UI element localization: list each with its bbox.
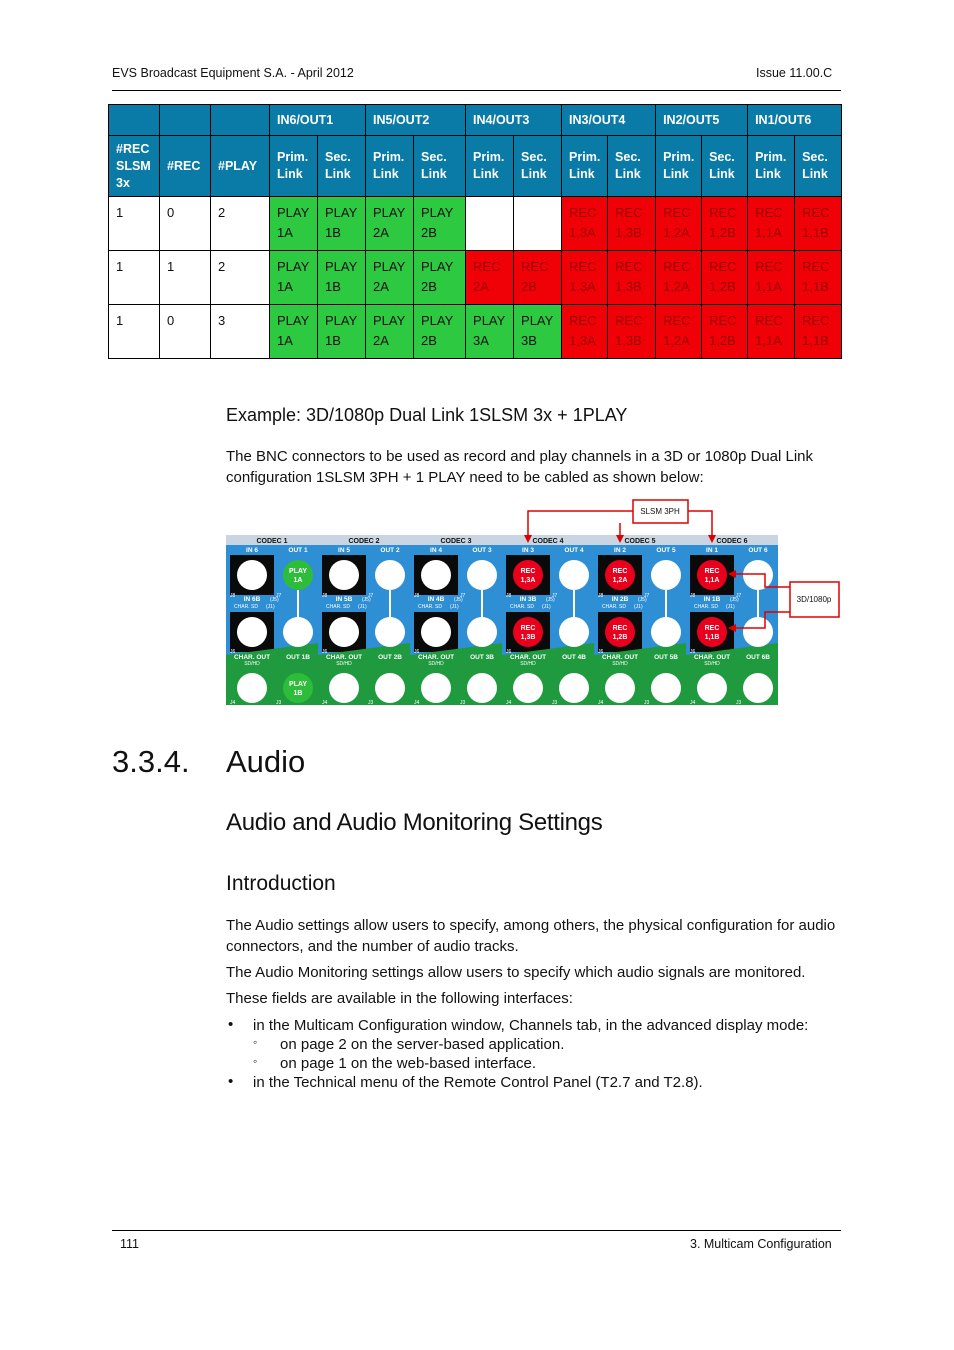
bnc-connector xyxy=(329,560,359,590)
port-label-in: IN 3 xyxy=(522,547,534,554)
bnc-connector xyxy=(237,560,267,590)
port-note: (J1) xyxy=(450,604,459,610)
port-note: (J1) xyxy=(634,604,643,610)
group-header-row xyxy=(109,105,842,136)
header-left: EVS Broadcast Equipment S.A. - April 2012 xyxy=(112,66,354,80)
port-label-in-b: IN 6B xyxy=(243,596,261,603)
table-row xyxy=(109,197,842,251)
connector-label: REC xyxy=(520,625,536,632)
play-cell: PLAY 1A xyxy=(270,197,318,251)
j-label: J8 xyxy=(690,593,696,599)
codec-label: CODEC 2 xyxy=(348,538,380,545)
port-note: CHAR. SD xyxy=(694,604,718,610)
j-label: J8 xyxy=(322,593,328,599)
codec-label: CODEC 3 xyxy=(440,538,472,545)
port-label-out: OUT 3 xyxy=(472,547,492,554)
bnc-connector xyxy=(467,560,497,590)
play-cell: PLAY 2B xyxy=(414,251,466,305)
port-note: CHAR. SD xyxy=(234,604,258,610)
bnc-connector xyxy=(467,617,497,647)
bullet-icon: • xyxy=(228,1073,234,1090)
j-label: J4 xyxy=(598,700,604,706)
link-header: Sec. Link xyxy=(414,136,466,197)
bnc-connector xyxy=(559,560,589,590)
group-header: IN6/OUT1 xyxy=(270,105,366,136)
port-note: SD/HD xyxy=(704,661,720,667)
port-label-out: OUT 5 xyxy=(656,547,676,554)
bnc-connector xyxy=(375,617,405,647)
bnc-connector xyxy=(743,560,773,590)
group-header: IN1/OUT6 xyxy=(748,105,842,136)
connector-highlight xyxy=(605,560,635,590)
connector-highlight xyxy=(513,560,543,590)
connector-label: PLAY xyxy=(288,568,308,575)
rec-cell: REC 1,3B xyxy=(608,197,656,251)
rec-cell: REC 1,2A xyxy=(656,251,702,305)
count-cell: 2 xyxy=(211,197,270,251)
rec-cell: REC 1,1A xyxy=(748,197,795,251)
bnc-connector xyxy=(651,560,681,590)
port-label-char-out: CHAR. OUT xyxy=(417,654,455,661)
connector-label: 1A xyxy=(293,577,303,584)
port-label-in: IN 6 xyxy=(246,547,258,554)
port-label-in: IN 2 xyxy=(614,547,626,554)
connector-highlight xyxy=(513,617,543,647)
empty-cell xyxy=(466,197,514,251)
port-label-in-b: IN 1B xyxy=(703,596,721,603)
link-header: Prim. Link xyxy=(270,136,318,197)
bnc-connector xyxy=(559,617,589,647)
rec-cell: REC 2B xyxy=(514,251,562,305)
link-header: Sec. Link xyxy=(514,136,562,197)
j-label: J3 xyxy=(276,700,282,706)
bnc-connector xyxy=(467,673,497,703)
group-header: IN5/OUT2 xyxy=(366,105,466,136)
bullet-icon: • xyxy=(228,1016,234,1033)
sub-bullet-icon: ◦ xyxy=(253,1054,258,1068)
j-label: J7 xyxy=(644,593,650,599)
rec-cell: REC 1,1B xyxy=(795,197,842,251)
table-row xyxy=(109,305,842,359)
j-label: J3 xyxy=(460,700,466,706)
example-text: The BNC connectors to be used as record and play channels in a 3D or 1080p Dual Link configuration 1SLSM 3PH + 1 PLAY need to be cabled as shown below: xyxy=(226,448,814,486)
j-label: J8 xyxy=(598,593,604,599)
codec-label: CODEC 5 xyxy=(624,538,656,545)
j-label: J7 xyxy=(460,593,466,599)
j-label: J6 xyxy=(322,649,328,655)
header-rule xyxy=(112,90,841,91)
connector-highlight xyxy=(283,560,313,590)
col-header-rec: #REC xyxy=(160,136,211,197)
column-header-row xyxy=(109,136,842,197)
connector-label: 1,3A xyxy=(520,577,536,584)
play-cell: PLAY 1A xyxy=(270,305,318,359)
connector-highlight xyxy=(283,673,313,703)
section-number: 3.3.4. xyxy=(112,744,190,779)
port-label-out: OUT 6 xyxy=(748,547,768,554)
j-label: J4 xyxy=(322,700,328,706)
rec-cell: REC 1,2B xyxy=(702,251,748,305)
j-label: J6 xyxy=(414,649,420,655)
port-note: SD/HD xyxy=(428,661,444,667)
port-note: CHAR. SD xyxy=(326,604,350,610)
link-header: Prim. Link xyxy=(562,136,608,197)
callout-label: SLSM 3PH xyxy=(640,507,680,516)
connector-label: 1,2B xyxy=(612,634,628,641)
bnc-connector xyxy=(329,673,359,703)
play-cell: PLAY 2B xyxy=(414,197,466,251)
count-cell: 0 xyxy=(160,305,211,359)
j-label: J3 xyxy=(552,700,558,706)
port-note: CHAR. SD xyxy=(418,604,442,610)
link-header: Sec. Link xyxy=(318,136,366,197)
connector-highlight xyxy=(605,617,635,647)
codec-label: CODEC 1 xyxy=(256,538,288,545)
link-header: Sec. Link xyxy=(702,136,748,197)
play-cell: PLAY 1B xyxy=(318,251,366,305)
count-cell: 1 xyxy=(109,197,160,251)
rec-cell: REC 1,2B xyxy=(702,197,748,251)
port-label-in-b: IN 2B xyxy=(611,596,629,603)
port-label-in-b: IN 5B xyxy=(335,596,353,603)
paragraph-monitoring: The Audio Monitoring settings allow users to specify which audio signals are monitored. xyxy=(226,964,806,981)
rec-cell: REC 1,1A xyxy=(748,305,795,359)
bnc-connector xyxy=(743,673,773,703)
link-header: Prim. Link xyxy=(466,136,514,197)
bnc-connector xyxy=(743,617,773,647)
j-label: J3 xyxy=(644,700,650,706)
port-note: (J1) xyxy=(266,604,275,610)
rec-cell: REC 1,3A xyxy=(562,251,608,305)
play-cell: PLAY 1B xyxy=(318,197,366,251)
count-cell: 3 xyxy=(211,305,270,359)
rec-cell: REC 1,1B xyxy=(795,305,842,359)
j-label: J4 xyxy=(230,700,236,706)
sub-bullet-icon: ◦ xyxy=(253,1035,258,1049)
j-label: J6 xyxy=(690,649,696,655)
bnc-connector xyxy=(329,617,359,647)
port-label-out-b: OUT 4B xyxy=(562,654,586,661)
footer-chapter: 3. Multicam Configuration xyxy=(690,1237,832,1251)
connector-highlight xyxy=(697,617,727,647)
j-label: J7 xyxy=(276,593,282,599)
play-cell: PLAY 1A xyxy=(270,251,318,305)
link-header: Prim. Link xyxy=(656,136,702,197)
bnc-connector xyxy=(651,617,681,647)
j-label: J3 xyxy=(368,700,374,706)
j-label: J8 xyxy=(414,593,420,599)
bnc-connector xyxy=(237,617,267,647)
play-cell: PLAY 2A xyxy=(366,251,414,305)
introduction-title: Introduction xyxy=(226,872,336,895)
rec-cell: REC 1,2A xyxy=(656,197,702,251)
play-cell: PLAY 1B xyxy=(318,305,366,359)
callout-arrow xyxy=(528,511,633,539)
example-heading: Example: 3D/1080p Dual Link 1SLSM 3x + 1PLAY xyxy=(226,405,628,425)
bnc-connector-diagram xyxy=(220,495,845,710)
play-cell: PLAY 2A xyxy=(366,305,414,359)
j-label: J7 xyxy=(368,593,374,599)
list-item: in the Multicam Configuration window, Channels tab, in the advanced display mode: xyxy=(253,1017,809,1034)
port-note: (J1) xyxy=(726,604,735,610)
link-header: Prim. Link xyxy=(366,136,414,197)
paragraph-interfaces: These fields are available in the following interfaces: xyxy=(226,990,573,1007)
rec-cell: REC 2A xyxy=(466,251,514,305)
port-note: (J5) xyxy=(454,597,463,603)
j-label: J3 xyxy=(736,700,742,706)
port-label-out-b: OUT 2B xyxy=(378,654,402,661)
port-label-out-b: OUT 3B xyxy=(470,654,494,661)
connector-highlight xyxy=(697,560,727,590)
connector-label: 1,1B xyxy=(704,634,720,641)
codec-label: CODEC 6 xyxy=(716,538,748,545)
count-cell: 0 xyxy=(160,197,211,251)
connector-label: REC xyxy=(704,568,720,575)
codec-label: CODEC 4 xyxy=(532,538,564,545)
port-note: CHAR. SD xyxy=(510,604,534,610)
connector-label: REC xyxy=(704,625,720,632)
rec-cell: REC 1,2B xyxy=(702,305,748,359)
port-note: (J1) xyxy=(542,604,551,610)
port-label-char-out: CHAR. OUT xyxy=(509,654,547,661)
count-cell: 1 xyxy=(109,305,160,359)
j-label: J7 xyxy=(736,593,742,599)
play-cell: PLAY 3B xyxy=(514,305,562,359)
callout-label: 3D/1080p xyxy=(796,595,832,604)
callout-arrow xyxy=(688,511,712,539)
paragraph-audio-settings: The Audio settings allow users to specify, among others, the physical configuration for audio connectors, and the number of audio tracks. xyxy=(226,917,836,955)
port-label-char-out: CHAR. OUT xyxy=(693,654,731,661)
count-cell: 1 xyxy=(160,251,211,305)
bnc-connector xyxy=(375,673,405,703)
bnc-connector xyxy=(283,617,313,647)
count-cell: 1 xyxy=(109,251,160,305)
rec-cell: REC 1,1B xyxy=(795,251,842,305)
link-header: Sec. Link xyxy=(795,136,842,197)
j-label: J8 xyxy=(506,593,512,599)
port-note: (J5) xyxy=(638,597,647,603)
connector-label: PLAY xyxy=(288,681,308,688)
j-label: J6 xyxy=(230,649,236,655)
j-label: J7 xyxy=(552,593,558,599)
empty-cell xyxy=(514,197,562,251)
port-note: (J5) xyxy=(546,597,555,603)
page-number: 111 xyxy=(120,1237,140,1251)
port-note: (J5) xyxy=(730,597,739,603)
port-note: CHAR. SD xyxy=(602,604,626,610)
j-label: J4 xyxy=(414,700,420,706)
port-label-char-out: CHAR. OUT xyxy=(325,654,363,661)
link-header: Prim. Link xyxy=(748,136,795,197)
j-label: J6 xyxy=(506,649,512,655)
bnc-connector xyxy=(651,673,681,703)
bnc-connector xyxy=(421,673,451,703)
port-note: (J5) xyxy=(362,597,371,603)
rec-cell: REC 1,3A xyxy=(562,305,608,359)
connector-label: REC xyxy=(612,625,628,632)
j-label: J6 xyxy=(598,649,604,655)
port-note: SD/HD xyxy=(612,661,628,667)
j-label: J4 xyxy=(506,700,512,706)
count-cell: 2 xyxy=(211,251,270,305)
list-subitem: on page 2 on the server-based application. xyxy=(280,1036,565,1053)
port-label-in: IN 1 xyxy=(706,547,718,554)
port-label-in: IN 5 xyxy=(338,547,350,554)
port-label-out: OUT 4 xyxy=(564,547,584,554)
play-cell: PLAY 2B xyxy=(414,305,466,359)
col-header-play: #PLAY xyxy=(211,136,270,197)
port-note: (J1) xyxy=(358,604,367,610)
port-label-in-b: IN 4B xyxy=(427,596,445,603)
port-label-char-out: CHAR. OUT xyxy=(233,654,271,661)
port-label-out: OUT 1 xyxy=(288,547,308,554)
group-header: IN2/OUT5 xyxy=(656,105,748,136)
port-label-out-b: OUT 5B xyxy=(654,654,678,661)
port-label-char-out: CHAR. OUT xyxy=(601,654,639,661)
bnc-connector xyxy=(421,617,451,647)
bnc-connector xyxy=(237,673,267,703)
port-label-out-b: OUT 1B xyxy=(286,654,310,661)
play-cell: PLAY 2A xyxy=(366,197,414,251)
j-label: J8 xyxy=(230,593,236,599)
bnc-connector xyxy=(605,673,635,703)
port-label-in-b: IN 3B xyxy=(519,596,537,603)
group-header: IN4/OUT3 xyxy=(466,105,562,136)
rec-cell: REC 1,2A xyxy=(656,305,702,359)
bnc-connector xyxy=(559,673,589,703)
play-cell: PLAY 3A xyxy=(466,305,514,359)
list-subitem: on page 1 on the web-based interface. xyxy=(280,1055,537,1072)
port-note: SD/HD xyxy=(244,661,260,667)
bnc-connector xyxy=(513,673,543,703)
config-table xyxy=(108,104,842,359)
port-label-out-b: OUT 6B xyxy=(746,654,770,661)
section-title: Audio xyxy=(226,744,306,779)
connector-label: 1,2A xyxy=(612,577,628,584)
section-heading xyxy=(112,744,306,780)
rec-cell: REC 1,3A xyxy=(562,197,608,251)
col-header-rec-slsm: #REC SLSM 3x xyxy=(109,136,160,197)
port-label-out: OUT 2 xyxy=(380,547,400,554)
table-row xyxy=(109,251,842,305)
rec-cell: REC 1,3B xyxy=(608,251,656,305)
group-header: IN3/OUT4 xyxy=(562,105,656,136)
link-header: Sec. Link xyxy=(608,136,656,197)
rec-cell: REC 1,1A xyxy=(748,251,795,305)
port-note: (J5) xyxy=(270,597,279,603)
port-note: SD/HD xyxy=(520,661,536,667)
subsection-title: Audio and Audio Monitoring Settings xyxy=(226,809,603,836)
footer-rule xyxy=(112,1230,841,1231)
connector-label: REC xyxy=(520,568,536,575)
bnc-connector xyxy=(697,673,727,703)
connector-label: REC xyxy=(612,568,628,575)
rec-cell: REC 1,3B xyxy=(608,305,656,359)
j-label: J4 xyxy=(690,700,696,706)
bnc-connector xyxy=(421,560,451,590)
port-note: SD/HD xyxy=(336,661,352,667)
connector-label: 1,1A xyxy=(704,577,720,584)
bnc-connector xyxy=(375,560,405,590)
header-right: Issue 11.00.C xyxy=(756,66,833,80)
connector-label: 1,3B xyxy=(520,634,536,641)
connector-label: 1B xyxy=(293,690,303,697)
port-label-in: IN 4 xyxy=(430,547,442,554)
list-item: in the Technical menu of the Remote Control Panel (T2.7 and T2.8). xyxy=(253,1074,703,1091)
